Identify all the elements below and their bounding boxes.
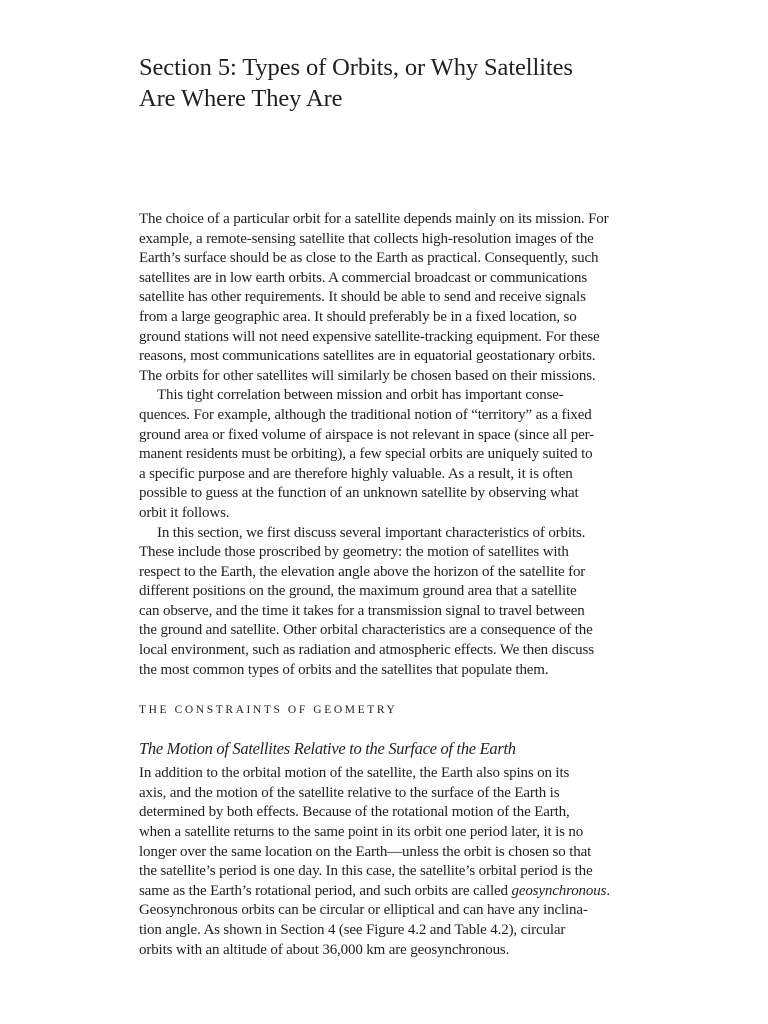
text-line: These include those proscribed by geometry: the motion of satellites with bbox=[139, 544, 569, 561]
paragraph-correlation bbox=[139, 386, 629, 523]
body-text bbox=[139, 210, 629, 960]
text-line: the ground and satellite. Other orbital characteristics are a consequence of the bbox=[139, 622, 593, 639]
text-line: the most common types of orbits and the satellites that populate them. bbox=[139, 661, 549, 678]
text-line: axis, and the motion of the satellite relative to the surface of the Earth is bbox=[139, 784, 560, 801]
text-line: from a large geographic area. It should preferably be in a fixed location, so bbox=[139, 308, 577, 325]
heading-constraints-of-geometry: THE CONSTRAINTS OF GEOMETRY bbox=[139, 704, 398, 717]
text-line: orbits with an altitude of about 36,000 km are geosynchronous. bbox=[139, 941, 510, 958]
text-line: example, a remote-sensing satellite that collects high-resolution images of the bbox=[139, 230, 594, 247]
text-line: different positions on the ground, the maximum ground area that a satellite bbox=[139, 583, 577, 600]
text-line: respect to the Earth, the elevation angle above the horizon of the satellite for bbox=[139, 563, 586, 580]
paragraph-geosynchronous bbox=[139, 764, 629, 960]
section-title-line: Section 5: Types of Orbits, or Why Satellites bbox=[139, 54, 573, 81]
text-line: This tight correlation between mission and orbit has important conse- bbox=[157, 387, 564, 404]
text-line: the satellite’s period is one day. In this case, the satellite’s orbital period is the bbox=[139, 863, 593, 880]
subheading-motion-of-satellites: The Motion of Satellites Relative to the Surface of the Earth bbox=[139, 739, 516, 759]
text-line: quences. For example, although the traditional notion of “territory” as a fixed bbox=[139, 406, 592, 423]
text-line: ground stations will not need expensive satellite-tracking equipment. For these bbox=[139, 328, 600, 345]
text-line: can observe, and the time it takes for a transmission signal to travel between bbox=[139, 602, 585, 619]
paragraph-mission bbox=[139, 210, 629, 386]
text-fragment: same as the Earth’s rotational period, and such orbits are called bbox=[139, 882, 512, 899]
section-title-line: Are Where They Are bbox=[139, 85, 343, 112]
text-line: In this section, we first discuss several important characteristics of orbits. bbox=[157, 524, 586, 541]
section-title bbox=[139, 52, 629, 114]
paragraph-overview bbox=[139, 524, 629, 681]
text-line: a specific purpose and are therefore highly valuable. As a result, it is often bbox=[139, 465, 573, 482]
text-line: longer over the same location on the Earth—unless the orbit is chosen so that bbox=[139, 843, 592, 860]
text-line: satellites are in low earth orbits. A commercial broadcast or communications bbox=[139, 269, 588, 286]
term-geosynchronous: geosynchronous bbox=[511, 882, 607, 899]
text-line: determined by both effects. Because of the rotational motion of the Earth, bbox=[139, 804, 570, 821]
text-line: manent residents must be orbiting), a few special orbits are uniquely suited to bbox=[139, 446, 593, 463]
text-line: Earth’s surface should be as close to the Earth as practical. Consequently, such bbox=[139, 250, 599, 267]
text-line: local environment, such as radiation and atmospheric effects. We then discuss bbox=[139, 642, 594, 659]
text-line: The choice of a particular orbit for a satellite depends mainly on its mission. For bbox=[139, 211, 609, 227]
text-line: The orbits for other satellites will similarly be chosen based on their missions. bbox=[139, 367, 596, 384]
text-line: ground area or fixed volume of airspace is not relevant in space (since all per- bbox=[139, 426, 595, 443]
document-page bbox=[139, 52, 629, 960]
text-line: when a satellite returns to the same point in its orbit one period later, it is no bbox=[139, 824, 584, 841]
text-line: tion angle. As shown in Section 4 (see Figure 4.2 and Table 4.2), circular bbox=[139, 922, 566, 938]
text-line: satellite has other requirements. It should be able to send and receive signals bbox=[139, 289, 586, 306]
text-fragment: . bbox=[606, 882, 610, 899]
text-line: reasons, most communications satellites are in equatorial geostationary orbits. bbox=[139, 348, 596, 365]
text-line: possible to guess at the function of an unknown satellite by observing what bbox=[139, 485, 579, 502]
text-line: orbit it follows. bbox=[139, 504, 230, 521]
text-line: Geosynchronous orbits can be circular or elliptical and can have any inclina- bbox=[139, 902, 588, 919]
text-line: In addition to the orbital motion of the satellite, the Earth also spins on its bbox=[139, 765, 570, 782]
text-line-with-term bbox=[139, 882, 629, 902]
